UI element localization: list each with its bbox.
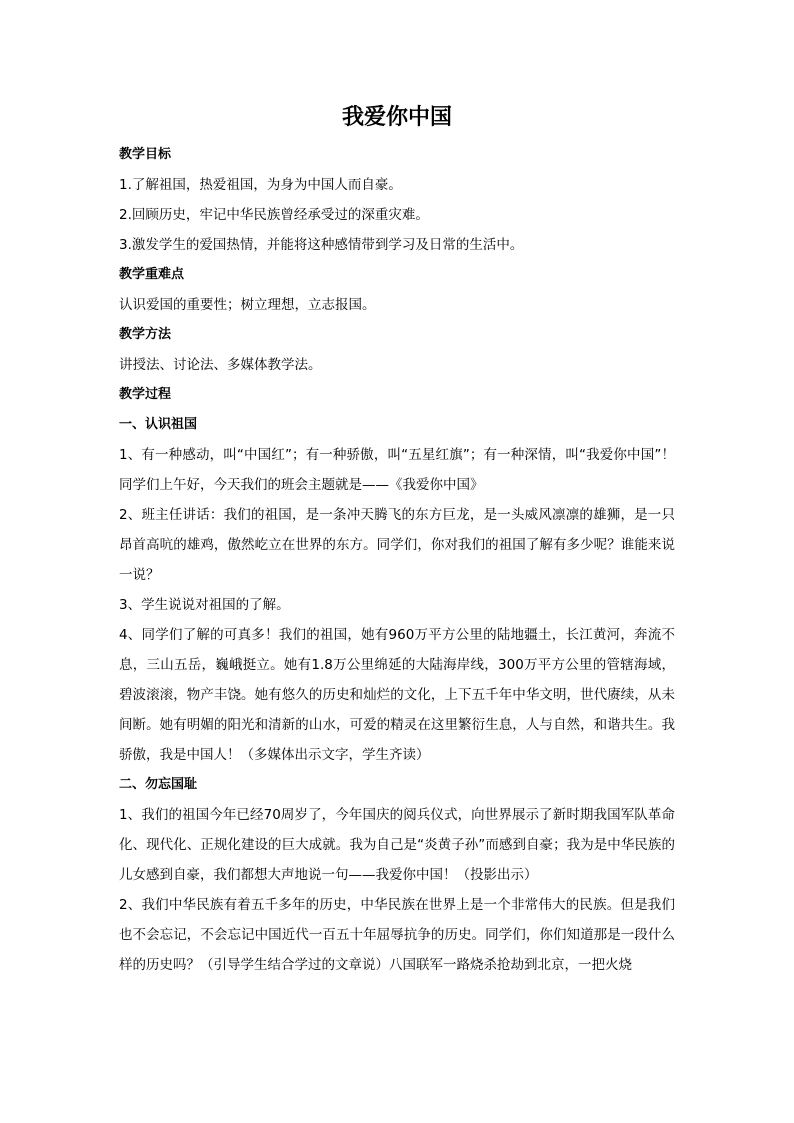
document-page — [119, 100, 675, 980]
heading-teaching-process: 教学过程 — [119, 387, 172, 402]
goal-item-2: 2.回顾历史，牢记中华民族曾经承受过的深重灾难。 — [119, 207, 429, 223]
section-one-paragraph-1: 1、有一种感动，叫“中国红”；有一种骄傲，叫“五星红旗”；有一种深情，叫“我爱你中国”！同学们上午好，今天我们的班会主题就是——《我爱你中国》 — [119, 447, 675, 493]
heading-teaching-methods: 教学方法 — [119, 327, 172, 342]
section-two-paragraph-1: 1、我们的祖国今年已经70周岁了，今年国庆的阅兵仪式，向世界展示了新时期我国军队革命化、现代化、正规化建设的巨大成就。我为自己是“炎黄子孙”而感到自豪；我为是中华民族的儿女感到自豪，我们都想大声地说一句——我爱你中国！（投影出示） — [119, 807, 675, 883]
key-points-text: 认识爱国的重要性；树立理想，立志报国。 — [119, 297, 376, 313]
section-one-paragraph-3: 3、学生说说对祖国的了解。 — [119, 597, 290, 613]
heading-section-one: 一、认识祖国 — [119, 417, 198, 432]
section-one-paragraph-4: 4、同学们了解的可真多！我们的祖国，她有960万平方公里的陆地疆土，长江黄河，奔流不息，三山五岳，巍峨挺立。她有1.8万公里绵延的大陆海岸线，300万平方公里的管辖海域，碧波滚滚，物产丰饶。她有悠久的历史和灿烂的文化，上下五千年中华文明，世代赓续，从未间断。她有明媚的阳光和清新的山水，可爱的精灵在这里繁衍生息，人与自然，和谐共生。我骄傲，我是中国人！（多媒体出示文字，学生齐读） — [119, 627, 675, 763]
goal-item-1: 1.了解祖国，热爱祖国，为身为中国人而自豪。 — [119, 177, 402, 193]
section-one-paragraph-2: 2、班主任讲话：我们的祖国，是一条冲天腾飞的东方巨龙，是一头威风凛凛的雄狮，是一只昂首高吭的雄鸡，傲然屹立在世界的东方。同学们，你对我们的祖国了解有多少呢？谁能来说一说？ — [119, 507, 675, 583]
document-title: 我爱你中国 — [341, 105, 452, 130]
section-two-paragraph-2: 2、我们中华民族有着五千多年的历史，中华民族在世界上是一个非常伟大的民族。但是我们也不会忘记，不会忘记中国近代一百五十年屈辱抗争的历史。同学们，你们知道那是一段什么样的历史吗？（引导学生结合学过的文章说）八国联军一路烧杀抢劫到北京，一把火烧 — [119, 897, 675, 973]
heading-section-two: 二、勿忘国耻 — [119, 777, 198, 792]
heading-teaching-goals: 教学目标 — [119, 147, 172, 162]
heading-key-points: 教学重难点 — [119, 267, 185, 282]
goal-item-3: 3.激发学生的爱国热情，并能将这种感情带到学习及日常的生活中。 — [119, 237, 524, 253]
teaching-methods-text: 讲授法、讨论法、多媒体教学法。 — [119, 357, 322, 373]
